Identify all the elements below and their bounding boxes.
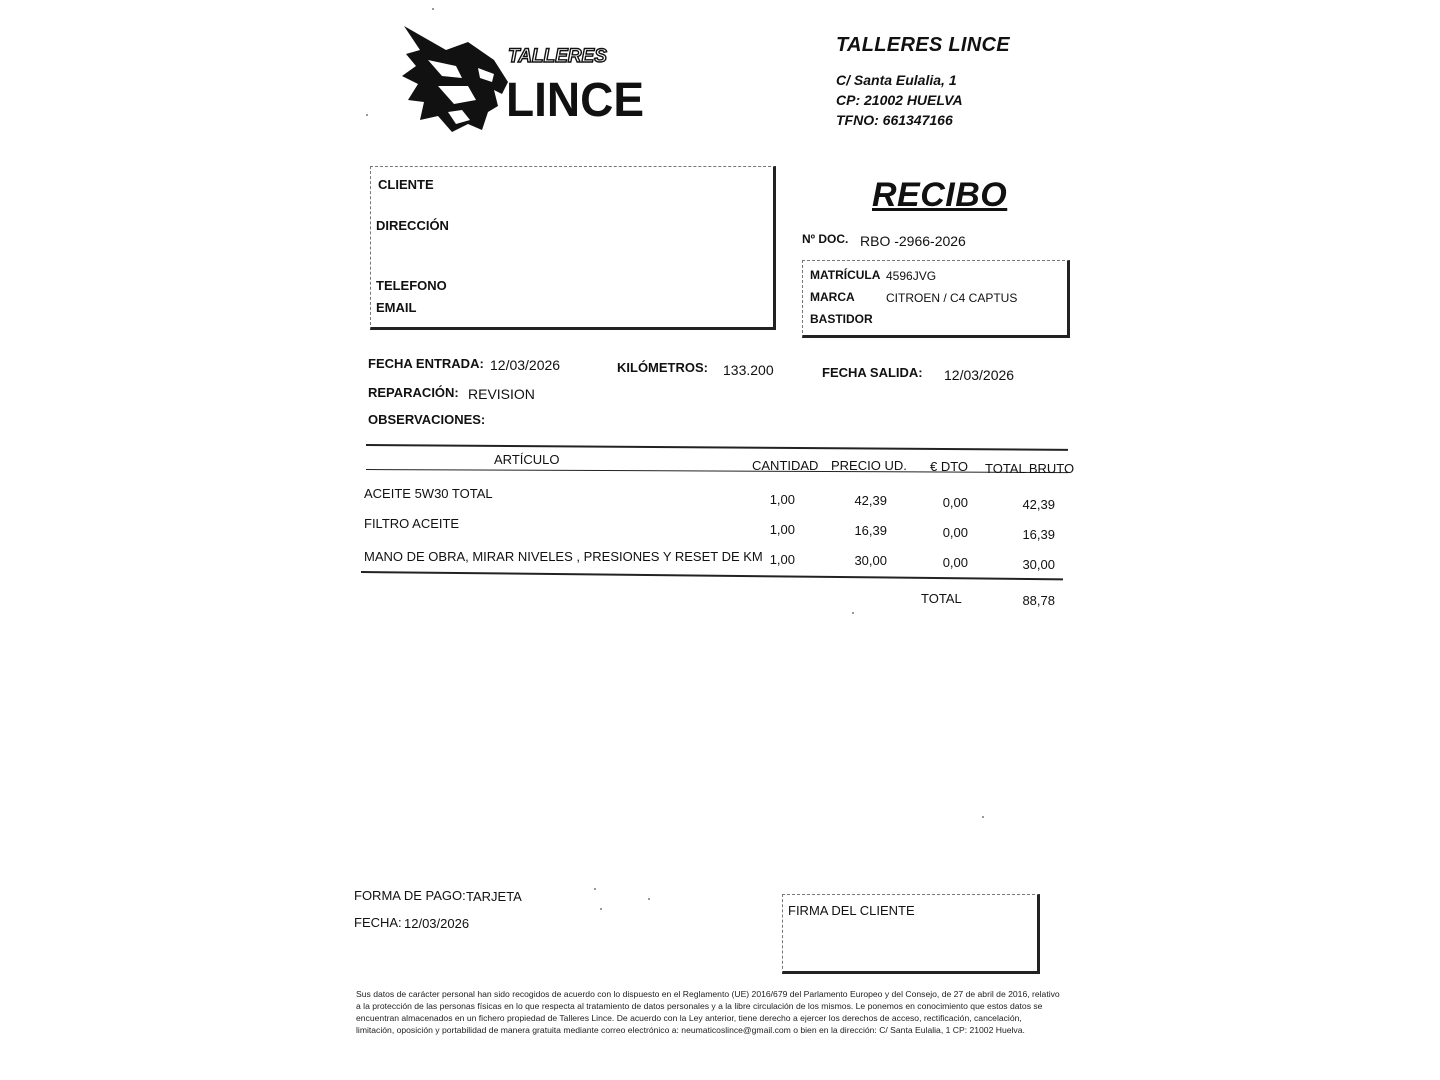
privacy-notice: Sus datos de carácter personal han sido recogidos de acuerdo con lo dispuesto en el Reglamento (UE) 2016/679 del Parlamento Europeo y del Consejo, de 27 de abril de 2016, relativo a la protección de las personas físicas en lo que respecta al tratamiento de datos personales y a la libre circulación de los mismos. Le ponemos en conocimiento que estos datos se encuentran almacenados en un fichero propiedad de Talleres Lince. De acuerdo con la Ley anterior, tiene derecho a ejercer los derechos de acceso, rectificación, cancelación, limitación, oposición y portabilidad de manera gratuita mediante correo electrónico a: neumaticoslince@gmail.com o bien en la dirección: C/ Santa Eulalia, 1 CP: 21002 Huelva. [356, 989, 1060, 1035]
brand-value: CITROEN / C4 CAPTUS [886, 291, 1018, 305]
scan-speck [594, 888, 596, 890]
col-header-unit-price: PRECIO UD. [831, 458, 907, 473]
table-top-rule [366, 444, 1068, 451]
table-row-2-total: 16,39 [1022, 527, 1055, 542]
table-row-2-quantity: 1,00 [769, 522, 795, 537]
company-address: C/ Santa Eulalia, 1 [836, 72, 957, 88]
table-row-1-quantity: 1,00 [769, 492, 795, 507]
table-row-2-price: 16,39 [854, 523, 887, 538]
payment-method-label: FORMA DE PAGO: [354, 888, 466, 903]
scan-speck [648, 898, 650, 900]
table-row-3-article: MANO DE OBRA, MIRAR NIVELES , PRESIONES Y RESET DE KM [364, 549, 763, 564]
table-row-1-discount: 0,00 [942, 495, 968, 510]
scan-speck [982, 816, 984, 818]
repair-value: REVISION [468, 386, 535, 402]
repair-label: REPARACIÓN: [368, 385, 459, 400]
brand-label: MARCA [810, 290, 855, 304]
table-row-2-article: FILTRO ACEITE [364, 516, 460, 531]
signature-label: FIRMA DEL CLIENTE [788, 903, 915, 918]
company-phone: TFNO: 661347166 [836, 112, 953, 128]
payment-date: 12/03/2026 [404, 916, 470, 931]
entry-date: 12/03/2026 [490, 357, 561, 373]
logo-text-talleres: TALLERES [508, 46, 607, 67]
col-header-article: ARTÍCULO [494, 452, 560, 467]
table-row-1-total: 42,39 [1022, 497, 1055, 512]
table-row-3-price: 30,00 [854, 553, 887, 568]
table-row-3-total: 30,00 [1022, 557, 1055, 572]
payment-date-label: FECHA: [354, 915, 402, 930]
company-logo [398, 20, 648, 140]
table-row-1-price: 42,39 [854, 493, 887, 508]
table-bottom-rule [361, 571, 1063, 580]
email-label: EMAIL [376, 300, 417, 315]
doc-number: RBO -2966-2026 [860, 233, 966, 249]
payment-method: TARJETA [466, 889, 522, 904]
col-header-discount: € DTO [930, 459, 969, 474]
table-row-1-article: ACEITE 5W30 TOTAL [364, 486, 493, 501]
exit-date-label: FECHA SALIDA: [822, 365, 923, 380]
entry-date-label: FECHA ENTRADA: [368, 356, 484, 371]
logo-text-lince: LINCE [506, 74, 644, 127]
total-value: 88,78 [1022, 593, 1055, 608]
table-row-3-quantity: 1,00 [769, 552, 795, 567]
phone-label: TELEFONO [376, 278, 447, 293]
company-postal: CP: 21002 HUELVA [836, 92, 963, 108]
observations-label: OBSERVACIONES: [368, 412, 486, 427]
plate-value: 4596JVG [886, 269, 937, 283]
exit-date: 12/03/2026 [944, 367, 1015, 383]
table-row-3-discount: 0,00 [942, 555, 968, 570]
chassis-label: BASTIDOR [810, 312, 873, 326]
scan-speck [600, 908, 602, 910]
scan-speck [432, 8, 434, 10]
table-row-2-discount: 0,00 [942, 525, 968, 540]
total-label: TOTAL [921, 591, 962, 606]
km-label: KILÓMETROS: [617, 360, 708, 375]
client-label: CLIENTE [378, 177, 434, 192]
km-value: 133.200 [723, 362, 774, 378]
doc-number-label: Nº DOC. [802, 232, 849, 246]
document-title: RECIBO [872, 176, 1008, 214]
plate-label: MATRÍCULA [810, 268, 881, 282]
col-header-quantity: CANTIDAD [752, 458, 819, 473]
scan-speck [366, 114, 368, 116]
company-name: TALLERES LINCE [836, 34, 1010, 56]
col-header-total: TOTAL BRUTO [985, 461, 1075, 476]
scan-speck [852, 612, 854, 614]
address-label: DIRECCIÓN [376, 218, 449, 233]
